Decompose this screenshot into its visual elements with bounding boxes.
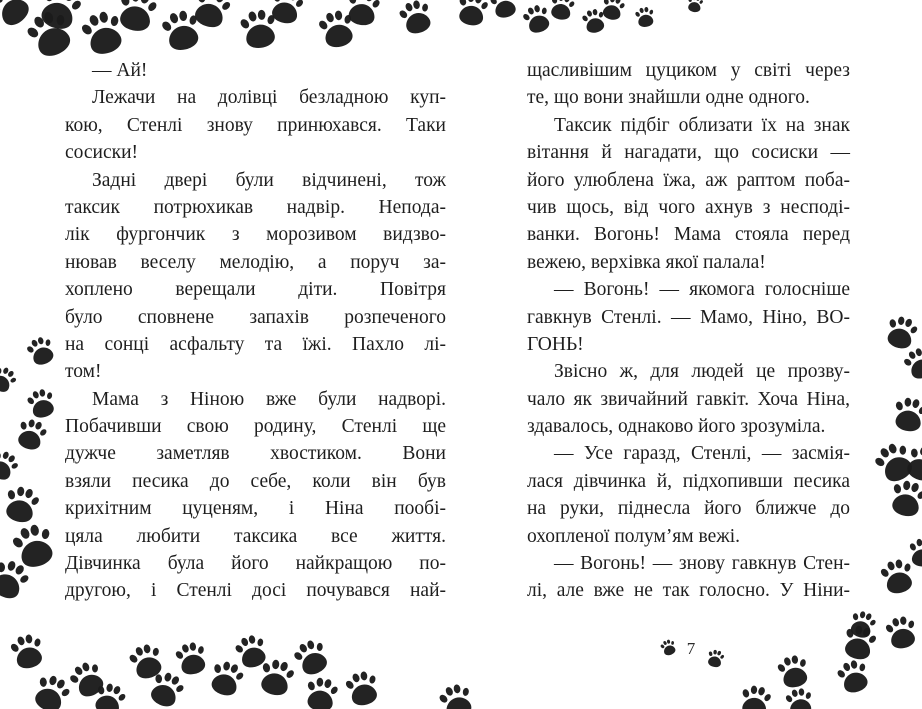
text-line: гавкнув Стенлі. — Мамо, Ніно, ВО- bbox=[527, 306, 850, 328]
paw-print-icon bbox=[545, 0, 578, 24]
paw-print-icon bbox=[229, 629, 273, 673]
paw-print-icon bbox=[578, 5, 610, 37]
paw-print-icon bbox=[203, 655, 250, 702]
text-line: вітання й нагадати, що сосиски — bbox=[527, 142, 850, 164]
text-line: здавалось, однаково його зрозуміла. bbox=[527, 416, 826, 438]
paw-print-icon bbox=[518, 0, 556, 38]
paw-print-icon bbox=[837, 620, 882, 665]
text-line: цяла любити таксика все життя. bbox=[65, 525, 446, 547]
page-column-right bbox=[527, 57, 850, 605]
text-line: щасливішим цуциком у світі через bbox=[527, 60, 850, 81]
paw-print-icon bbox=[866, 434, 921, 489]
paw-print-icon bbox=[185, 0, 237, 34]
text-line: Таксик підбіг облизати їх на знак bbox=[554, 114, 850, 136]
paw-print-icon bbox=[10, 413, 52, 455]
paw-print-icon bbox=[235, 5, 284, 54]
paw-print-icon bbox=[123, 638, 170, 685]
paw-print-icon bbox=[879, 310, 922, 353]
text-line: кою, Стенлі знову принюхався. Таки bbox=[65, 114, 446, 136]
paw-print-icon bbox=[155, 4, 207, 56]
text-line: Побачивши свою родину, Стенлі ще bbox=[65, 416, 446, 438]
text-line: чало як звичайний гавкіт. Хоча Ніна, bbox=[527, 388, 850, 410]
text-line: — Усе гаразд, Стенлі, — засмія- bbox=[554, 443, 850, 465]
text-line: те, що вони знайшли одне одного. bbox=[527, 87, 810, 109]
text-line: ГОНЬ! bbox=[527, 333, 584, 355]
paw-print-icon bbox=[875, 554, 920, 599]
paw-print-icon bbox=[62, 654, 112, 704]
text-line: на руки, піднесла його ближче до bbox=[527, 498, 850, 520]
paw-print-icon bbox=[597, 0, 629, 24]
text-line: — Вогонь! — знову гавкнув Стен- bbox=[554, 553, 850, 575]
paw-print-icon bbox=[844, 606, 881, 643]
text-line: на сонці асфальту та їжі. Пахло лі- bbox=[65, 333, 446, 355]
paw-print-icon bbox=[31, 0, 89, 37]
paw-print-icon bbox=[897, 341, 922, 385]
paw-print-icon bbox=[170, 637, 212, 679]
text-line: його улюблена їжа, аж раптом поба- bbox=[527, 169, 850, 191]
text-line: Дівчинка була його найкращою по- bbox=[65, 553, 446, 575]
paw-print-icon bbox=[87, 677, 131, 709]
paw-print-icon bbox=[21, 331, 60, 370]
paw-print-icon bbox=[433, 678, 480, 709]
text-line: том! bbox=[65, 361, 102, 383]
paw-print-icon bbox=[25, 667, 76, 709]
text-line: лік фургончик з морозивом видзво- bbox=[65, 224, 446, 246]
paw-print-icon bbox=[0, 444, 24, 486]
paw-print-icon bbox=[393, 0, 438, 40]
text-line: чив щось, від чого ахнув з несподі- bbox=[527, 196, 850, 218]
text-line: хоплено верещали діти. Повітря bbox=[65, 279, 446, 301]
page-number: 7 bbox=[686, 639, 696, 658]
paw-print-icon bbox=[264, 0, 309, 28]
paw-print-icon bbox=[486, 0, 522, 22]
paw-print-icon bbox=[781, 684, 817, 709]
paw-print-icon bbox=[313, 5, 361, 53]
paw-print-icon bbox=[5, 629, 50, 674]
paw-print-icon bbox=[340, 666, 385, 709]
text-line: нював веселу мелодію, а поруч за- bbox=[65, 251, 446, 273]
paw-print-icon bbox=[5, 517, 63, 575]
text-line: Звісно ж, для людей це прозву- bbox=[554, 361, 850, 383]
text-line: сосиски! bbox=[65, 142, 139, 164]
paw-print-icon bbox=[735, 681, 776, 709]
paw-print-icon bbox=[880, 611, 922, 653]
text-line: крихітним цуценям, і Ніна пообі- bbox=[65, 498, 446, 520]
text-line: таксик потрюхикав надвір. Непода- bbox=[65, 196, 446, 218]
paw-print-icon bbox=[142, 665, 191, 709]
text-line: — Вогонь! — якомога голосніше bbox=[554, 279, 850, 301]
paw-print-icon bbox=[287, 633, 336, 682]
paw-print-icon bbox=[703, 646, 726, 669]
paw-print-icon bbox=[685, 0, 706, 14]
paw-print-icon bbox=[907, 537, 922, 568]
page-column-left bbox=[65, 57, 446, 605]
paw-print-icon bbox=[898, 439, 922, 487]
paw-print-icon bbox=[772, 650, 814, 692]
paw-print-icon bbox=[300, 673, 343, 709]
text-line: лася дівчинка й, підхопивши песика bbox=[527, 470, 850, 492]
paw-print-icon bbox=[0, 0, 40, 36]
paw-print-icon bbox=[452, 0, 493, 29]
paw-print-icon bbox=[632, 4, 657, 29]
text-line: взяли песика до себе, коли він був bbox=[65, 470, 446, 492]
paw-print-icon bbox=[341, 0, 385, 30]
text-line: другою, і Стенлі досі почувався най- bbox=[65, 580, 446, 602]
text-line: охопленої полум’ям вежі. bbox=[527, 525, 741, 547]
paw-print-icon bbox=[74, 4, 132, 62]
paw-print-icon bbox=[0, 360, 22, 397]
paw-print-icon bbox=[0, 480, 45, 527]
text-line: було сповнене запахів розпеченого bbox=[65, 306, 446, 328]
text-line: лі, але вже не так голосно. У Ніни- bbox=[527, 580, 850, 602]
paw-print-icon bbox=[22, 384, 60, 422]
text-line: — Ай! bbox=[92, 60, 148, 81]
text-line: ванки. Вогонь! Мама стояла перед bbox=[527, 224, 850, 246]
paw-print-icon bbox=[111, 0, 163, 37]
text-line: вежею, верхівка якої палала! bbox=[527, 251, 766, 273]
text-line: дужче заметляв хвостиком. Вони bbox=[65, 443, 446, 465]
text-line: Мама з Ніною вже були надворі. bbox=[92, 388, 446, 410]
paw-print-icon bbox=[252, 653, 299, 700]
paw-print-icon bbox=[883, 474, 922, 521]
paw-print-icon bbox=[0, 552, 36, 607]
text-line: Лежачи на долівці безладною куп- bbox=[92, 87, 446, 109]
paw-print-icon bbox=[831, 654, 875, 698]
text-line: Задні двері були відчинені, тож bbox=[92, 169, 446, 191]
paw-print-icon bbox=[888, 393, 922, 436]
